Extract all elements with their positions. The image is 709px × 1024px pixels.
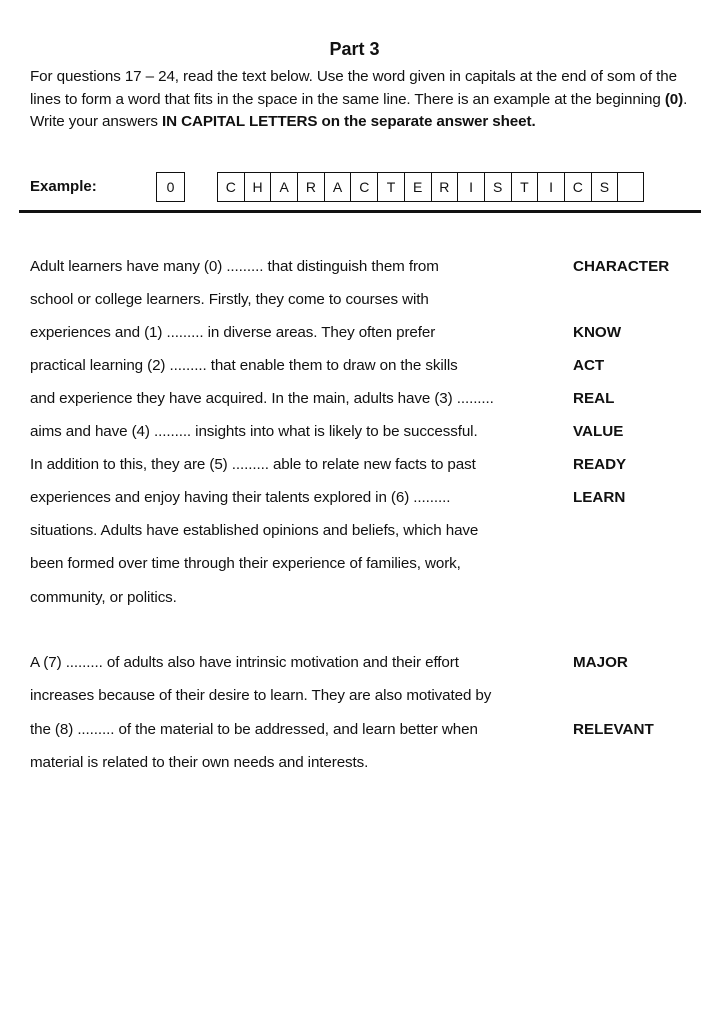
letter-box — [617, 172, 644, 202]
letter-box: T — [377, 172, 404, 202]
key-word: REAL — [573, 390, 615, 407]
key-word: VALUE — [573, 423, 624, 440]
text-line: experiences and (1) ......... in diverse areas. They often prefer — [30, 324, 436, 341]
text-line: the (8) ......... of the material to be addressed, and learn better when — [30, 721, 478, 738]
instructions-bold-1: (0) — [664, 90, 684, 108]
instructions — [30, 66, 690, 134]
letter-box: I — [457, 172, 484, 202]
text-line: experiences and enjoy having their talents explored in (6) ......... — [30, 489, 451, 506]
page-title: Part 3 — [329, 39, 380, 59]
text-line: and experience they have acquired. In the main, adults have (3) ......... — [30, 390, 494, 407]
letter-box: R — [297, 172, 324, 202]
letter-box: R — [431, 172, 458, 202]
text-line: situations. Adults have established opinions and beliefs, which have — [30, 522, 479, 539]
key-word: LEARN — [573, 489, 626, 506]
letter-box: T — [511, 172, 538, 202]
letter-box: A — [324, 172, 351, 202]
example-number-box: 0 — [156, 172, 185, 202]
text-line: material is related to their own needs and interests. — [30, 754, 369, 771]
key-word: MAJOR — [573, 654, 628, 671]
key-word: READY — [573, 456, 627, 473]
key-word: CHARACTER — [573, 258, 670, 275]
text-line: practical learning (2) ......... that enable them to draw on the skills — [30, 357, 458, 374]
divider — [19, 210, 701, 213]
letter-box: I — [537, 172, 564, 202]
letter-box: S — [484, 172, 511, 202]
instructions-text-2: . Write your answers — [30, 90, 688, 130]
letter-box: A — [270, 172, 297, 202]
letter-box: E — [404, 172, 431, 202]
text-line: A (7) ......... of adults also have intrinsic motivation and their effort — [30, 654, 459, 671]
text-line: Adult learners have many (0) ......... that distinguish them from — [30, 258, 439, 275]
text-line: In addition to this, they are (5) ......... able to relate new facts to past — [30, 456, 476, 473]
instructions-text-1: For questions 17 – 24, read the text below. Use the word given in capitals at the end of som of the lines to form a word that fits in the space in the same line. There is an example at the beginning — [30, 68, 677, 108]
letter-box: C — [564, 172, 591, 202]
text-line: school or college learners. Firstly, they come to courses with — [30, 291, 429, 308]
example-label: Example: — [30, 178, 97, 195]
letter-box: C — [350, 172, 377, 202]
text-line: increases because of their desire to learn. They are also motivated by — [30, 687, 492, 704]
instructions-bold-2: IN CAPITAL LETTERS on the separate answer sheet. — [162, 113, 536, 130]
key-word: RELEVANT — [573, 721, 654, 738]
text-line: been formed over time through their experience of families, work, — [30, 555, 461, 572]
key-word: KNOW — [573, 324, 622, 341]
text-line: aims and have (4) ......... insights into what is likely to be successful. — [30, 423, 478, 440]
letter-box: H — [244, 172, 271, 202]
letter-box: S — [591, 172, 618, 202]
example-answer-boxes — [217, 172, 644, 202]
letter-box: C — [217, 172, 244, 202]
example-row — [30, 172, 690, 204]
text-line: community, or politics. — [30, 589, 177, 606]
key-word: ACT — [573, 357, 605, 374]
